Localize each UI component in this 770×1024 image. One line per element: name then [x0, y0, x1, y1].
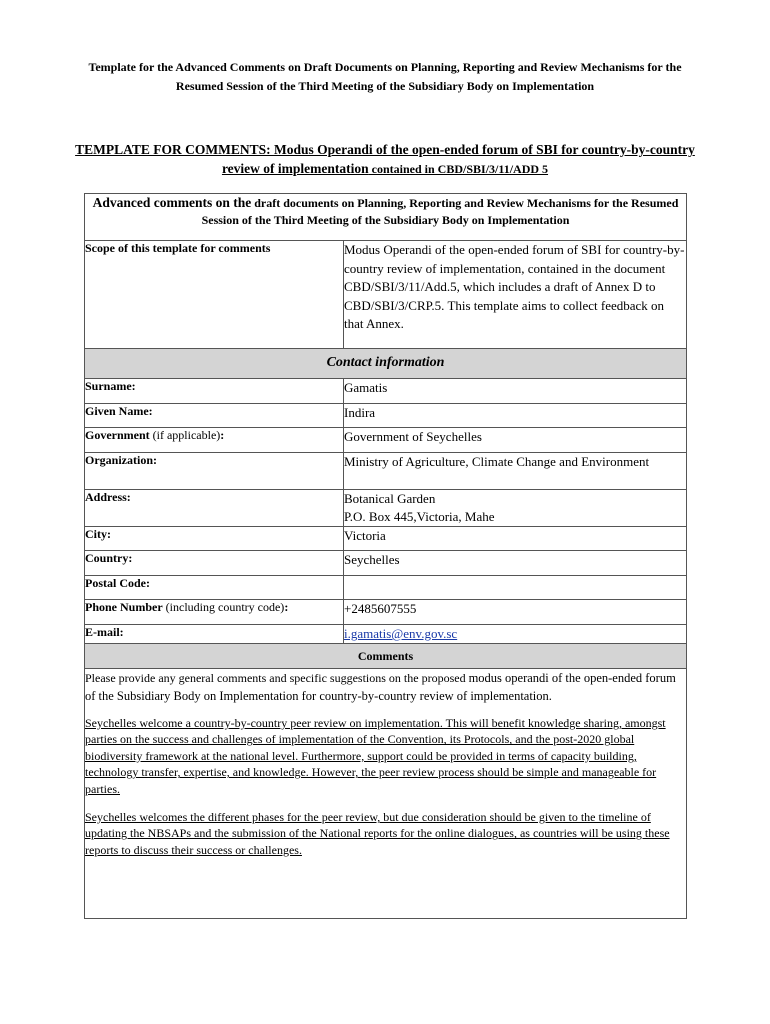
email-row: [85, 625, 687, 644]
comment-paragraph-2: Seychelles welcomes the different phases for the peer review, but due consideration should be given to the timeline of updating the NBSAPs and the submission of the National reports for the online dialogues, as countries will be using these reports to discuss their success or challenges.: [85, 810, 670, 857]
given-name-row: [85, 404, 687, 428]
given-name-label: Given Name:: [85, 404, 344, 428]
comment-paragraph-1: Seychelles welcome a country-by-country peer review on implementation. This will benefit knowledge sharing, amongst parties on the success and challenges of implementation of the Convention, its Protocols, and the post-2020 global biodiversity framework at the national level. Furthermore, support could be provided in terms of capacity building, technology transfer, expertise, and knowledge. However, the peer review process should be simple and manageable for parties.: [85, 716, 666, 796]
postal-code-value[interactable]: [344, 576, 687, 600]
header-rest: draft documents on Planning, Reporting and Review Mechanisms for the Resumed Session of the Third Meeting of the Subsidiary Body on Implementation: [201, 196, 679, 227]
comments-heading: Comments: [85, 644, 687, 669]
address-value[interactable]: [344, 490, 687, 527]
postal-code-label: Postal Code:: [85, 576, 344, 600]
scope-value: Modus Operandi of the open-ended forum of SBI for country-by-country review of implementation, contained in the document CBD/SBI/3/11/Add.5, which includes a draft of Annex D to CBD/SBI/3/CRP.5. This template aims to collect feedback on that Annex.: [344, 241, 687, 349]
organization-label: Organization:: [85, 453, 344, 490]
phone-label-text: Phone Number: [85, 600, 163, 614]
subtitle-main: Modus Operandi of the open-ended forum of SBI for country-by-country review of implementation: [221, 142, 695, 176]
city-label: City:: [85, 527, 344, 551]
surname-row: [85, 379, 687, 404]
header-row: [85, 194, 687, 241]
comment-form-table: [84, 193, 687, 919]
comments-instructions-rest: modus operandi of the open-ended forum of the Subsidiary Body on Implementation for country-by-country review of implementation.: [85, 671, 676, 703]
country-value[interactable]: Seychelles: [344, 551, 687, 576]
phone-label-colon: :: [284, 600, 289, 614]
comments-instructions: [85, 669, 686, 705]
surname-value[interactable]: Gamatis: [344, 379, 687, 404]
phone-label: [85, 600, 344, 625]
form-header: [85, 194, 687, 241]
city-row: [85, 527, 687, 551]
postal-code-row: [85, 576, 687, 600]
address-label: Address:: [85, 490, 344, 527]
government-label-text: Government: [85, 428, 150, 442]
address-line-1: Botanical Garden: [344, 491, 436, 506]
email-label: E-mail:: [85, 625, 344, 644]
document-title: Template for the Advanced Comments on Draft Documents on Planning, Reporting and Review Mechanisms for the Resumed Session of the Third Meeting of the Subsidiary Body on Implementation: [88, 60, 682, 93]
organization-row: [85, 453, 687, 490]
email-link[interactable]: i.gamatis@env.gov.sc: [344, 626, 458, 641]
given-name-value[interactable]: Indira: [344, 404, 687, 428]
government-label-note: (if applicable): [149, 428, 221, 442]
contact-heading-row: [85, 349, 687, 379]
government-label-colon: :: [220, 428, 225, 442]
comments-instructions-lead: Please provide any general comments and specific suggestions on the proposed: [85, 671, 469, 685]
government-row: [85, 428, 687, 453]
scope-label: Scope of this template for comments: [85, 241, 344, 349]
country-label: Country:: [85, 551, 344, 576]
phone-label-note: (including country code): [162, 600, 285, 614]
subtitle-tail: contained in CBD/SBI/3/11/ADD 5: [368, 162, 549, 176]
country-row: [85, 551, 687, 576]
subtitle-lead: TEMPLATE FOR COMMENTS:: [75, 142, 274, 157]
comments-body[interactable]: [85, 669, 687, 919]
scope-row: [85, 241, 687, 349]
government-label: [85, 428, 344, 453]
comments-heading-row: [85, 644, 687, 669]
phone-row: [85, 600, 687, 625]
contact-heading: Contact information: [85, 349, 687, 379]
address-row: [85, 490, 687, 527]
template-subtitle: [70, 140, 700, 179]
phone-value[interactable]: +2485607555: [344, 600, 687, 625]
surname-label: Surname:: [85, 379, 344, 404]
email-value: [344, 625, 687, 644]
organization-value[interactable]: Ministry of Agriculture, Climate Change and Environment: [344, 453, 687, 490]
comments-body-row: [85, 669, 687, 919]
government-value[interactable]: Government of Seychelles: [344, 428, 687, 453]
address-line-2: P.O. Box 445,Victoria, Mahe: [344, 509, 495, 524]
header-lead: Advanced comments on the: [92, 195, 252, 210]
city-value[interactable]: Victoria: [344, 527, 687, 551]
